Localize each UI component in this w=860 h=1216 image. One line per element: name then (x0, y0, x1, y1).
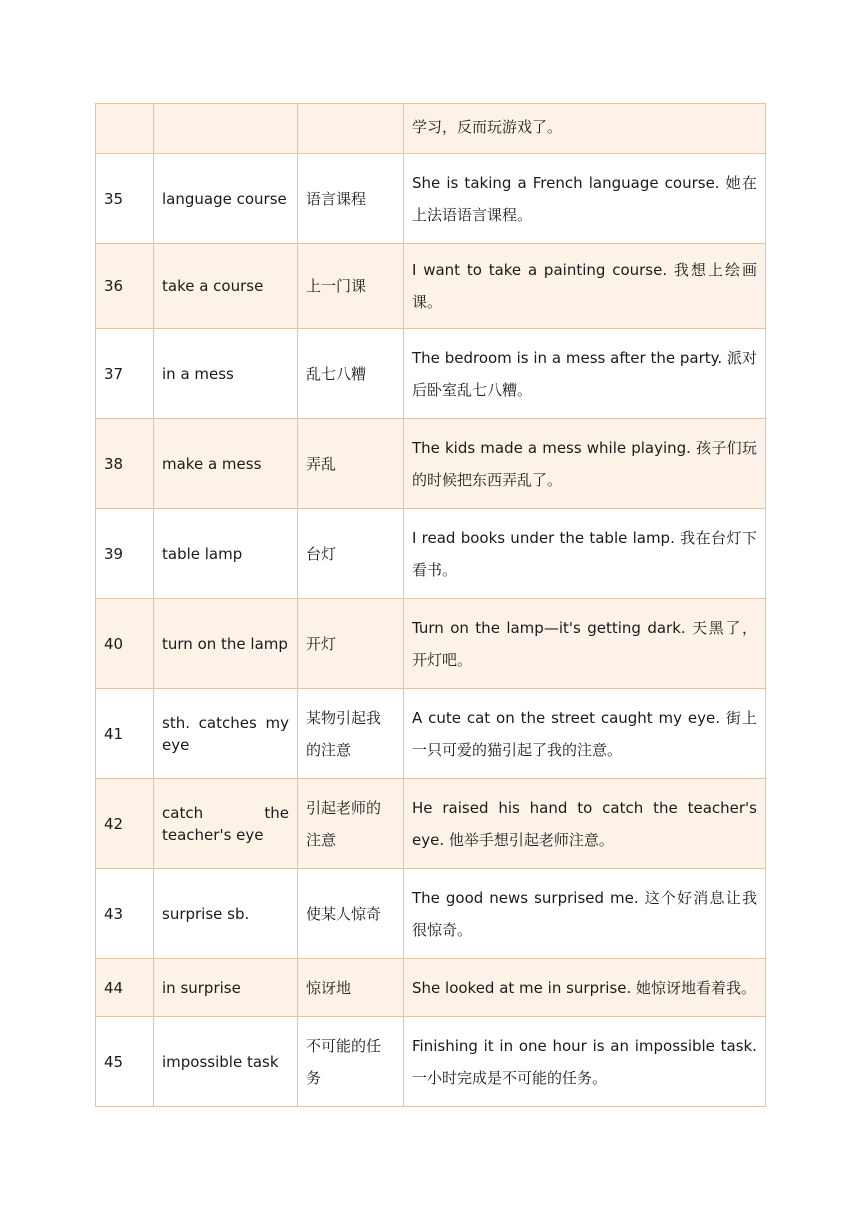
table-row (96, 509, 766, 599)
example-cell: The bedroom is in a mess after the party. 派对后卧室乱七八糟。 (404, 329, 766, 419)
example-cell: She is taking a French language course. 她在上法语语言课程。 (404, 154, 766, 244)
example-cell: The kids made a mess while playing. 孩子们玩的时候把东西弄乱了。 (404, 419, 766, 509)
meaning-cell: 乱七八糟 (298, 329, 404, 419)
meaning-cell: 某物引起我的注意 (298, 689, 404, 779)
example-cell: He raised his hand to catch the teacher's eye. 他举手想引起老师注意。 (404, 779, 766, 869)
phrase-cell: language course (154, 154, 298, 244)
vocabulary-table (95, 103, 766, 1107)
row-number: 42 (96, 779, 154, 869)
phrase-cell: catch the teacher's eye (154, 779, 298, 869)
meaning-cell: 开灯 (298, 599, 404, 689)
phrase-cell: in a mess (154, 329, 298, 419)
table-row (96, 779, 766, 869)
meaning-cell: 上一门课 (298, 244, 404, 329)
meaning-cell: 台灯 (298, 509, 404, 599)
table-row (96, 154, 766, 244)
row-number: 43 (96, 869, 154, 959)
meaning-cell: 惊讶地 (298, 959, 404, 1017)
row-number: 36 (96, 244, 154, 329)
row-number: 44 (96, 959, 154, 1017)
meaning-cell: 引起老师的注意 (298, 779, 404, 869)
meaning-cell: 使某人惊奇 (298, 869, 404, 959)
phrase-cell: in surprise (154, 959, 298, 1017)
phrase-cell: sth. catches my eye (154, 689, 298, 779)
row-number: 39 (96, 509, 154, 599)
example-cell: A cute cat on the street caught my eye. 街上一只可爱的猫引起了我的注意。 (404, 689, 766, 779)
table-row (96, 869, 766, 959)
row-number (96, 104, 154, 154)
row-number: 37 (96, 329, 154, 419)
phrase-cell: impossible task (154, 1017, 298, 1107)
example-cell: I read books under the table lamp. 我在台灯下看书。 (404, 509, 766, 599)
example-cell: Turn on the lamp—it's getting dark. 天黑了，开灯吧。 (404, 599, 766, 689)
example-cell: She looked at me in surprise. 她惊讶地看着我。 (404, 959, 766, 1017)
meaning-cell: 语言课程 (298, 154, 404, 244)
example-cell: I want to take a painting course. 我想上绘画课。 (404, 244, 766, 329)
table-row (96, 1017, 766, 1107)
row-number: 40 (96, 599, 154, 689)
table-row (96, 959, 766, 1017)
table-row (96, 244, 766, 329)
phrase-cell: take a course (154, 244, 298, 329)
table-row (96, 689, 766, 779)
table-row (96, 419, 766, 509)
meaning-cell: 不可能的任务 (298, 1017, 404, 1107)
row-number: 35 (96, 154, 154, 244)
table-row (96, 329, 766, 419)
table-row (96, 104, 766, 154)
phrase-cell (154, 104, 298, 154)
phrase-cell: table lamp (154, 509, 298, 599)
meaning-cell: 弄乱 (298, 419, 404, 509)
phrase-cell: surprise sb. (154, 869, 298, 959)
example-cell: Finishing it in one hour is an impossible task. 一小时完成是不可能的任务。 (404, 1017, 766, 1107)
example-cell: 学习，反而玩游戏了。 (404, 104, 766, 154)
example-cell: The good news surprised me. 这个好消息让我很惊奇。 (404, 869, 766, 959)
row-number: 38 (96, 419, 154, 509)
phrase-cell: make a mess (154, 419, 298, 509)
phrase-cell: turn on the lamp (154, 599, 298, 689)
row-number: 41 (96, 689, 154, 779)
meaning-cell (298, 104, 404, 154)
table-row (96, 599, 766, 689)
row-number: 45 (96, 1017, 154, 1107)
